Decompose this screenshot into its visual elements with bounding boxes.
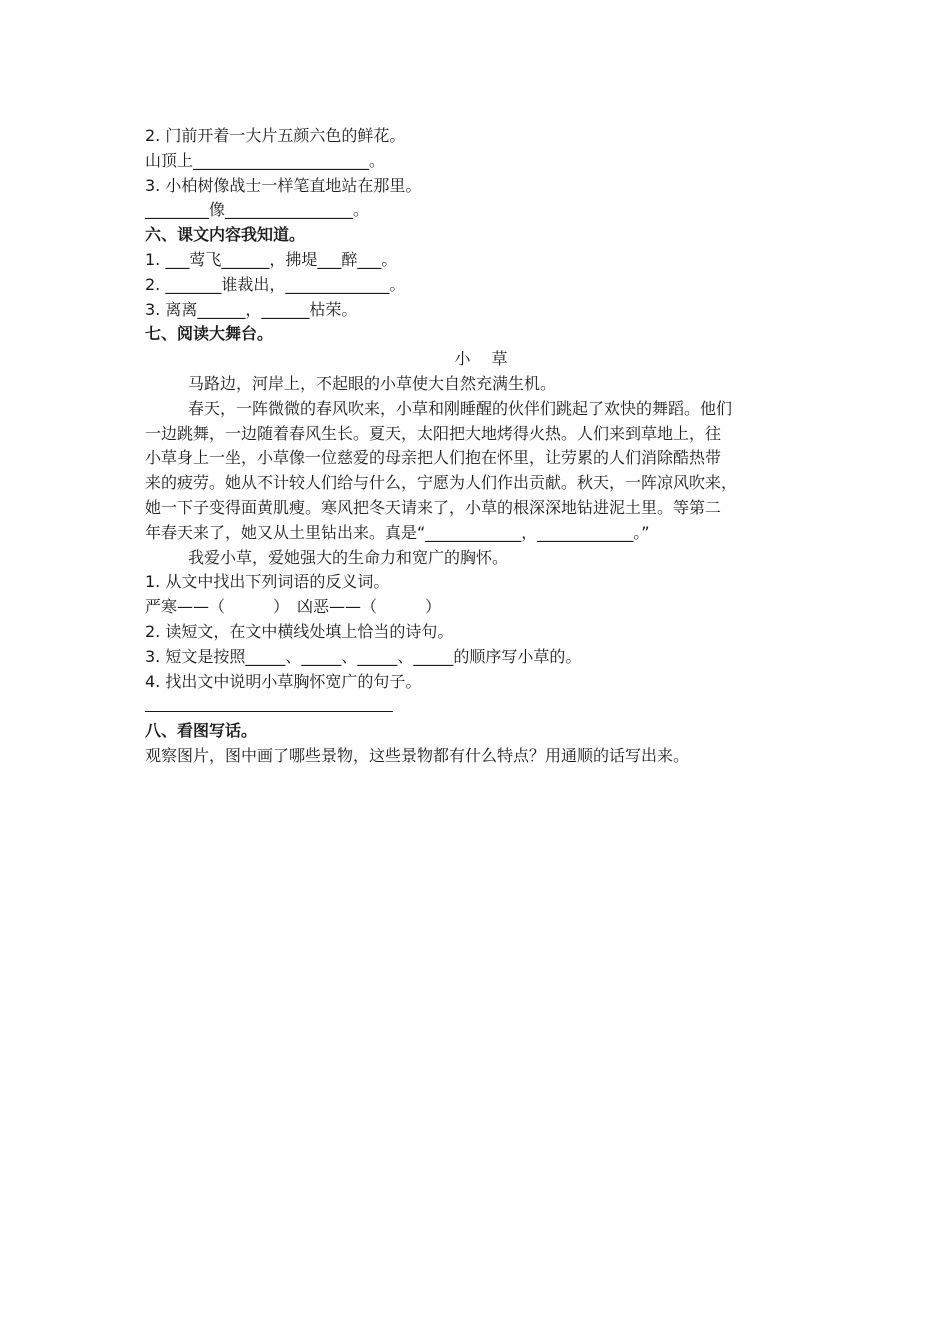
text-line: 2. 读短文，在文中横线处填上恰当的诗句。 (145, 621, 454, 641)
text-line: 1. ___莺飞______，拂堤___醉___。 (145, 249, 398, 269)
text-line: 山顶上______________________。 (145, 150, 386, 170)
worksheet-page (145, 124, 825, 769)
text-line: 3. 短文是按照_____、_____、_____、_____的顺序写小草的。 (145, 646, 582, 666)
section-heading: 七、阅读大舞台。 (145, 324, 274, 344)
text-line: 3. 小柏树像战士一样笔直地站在那里。 (145, 175, 422, 195)
answer-rule (145, 711, 393, 712)
passage-title: 小 草 (454, 349, 516, 369)
section-heading: 八、看图写话。 (145, 721, 258, 741)
text-line: 小草身上一坐，小草像一位慈爱的母亲把人们抱在怀里，让劳累的人们消除酷热带 (145, 448, 722, 468)
text-line: 观察图片，图中画了哪些景物，这些景物都有什么特点？用通顺的话写出来。 (145, 745, 690, 765)
text-line: 2. 门前开着一大片五颜六色的鲜花。 (145, 126, 406, 145)
text-line: 1. 从文中找出下列词语的反义词。 (145, 572, 390, 592)
text-line: ________像________________。 (145, 200, 370, 220)
paragraph-line: 我爱小草，爱她强大的生命力和宽广的胸怀。 (188, 547, 509, 567)
text-line: 来的疲劳。她从不计较人们给与什么，宁愿为人们作出贡献。秋天，一阵凉风吹来， (145, 473, 738, 493)
paragraph-line: 春天，一阵微微的春风吹来，小草和刚睡醒的伙伴们跳起了欢快的舞蹈。他们 (188, 398, 733, 418)
text-line: 3. 离离______，______枯荣。 (145, 299, 358, 319)
text-line: 2. _______谁裁出，_____________。 (145, 274, 406, 294)
text-line: 4. 找出文中说明小草胸怀宽广的句子。 (145, 671, 422, 691)
answer-line (145, 694, 825, 719)
section-heading: 六、课文内容我知道。 (145, 225, 306, 245)
text-line: 严寒——（ ） 凶恶——（ ） (145, 597, 442, 617)
text-line: 一边跳舞，一边随着春风生长。夏天，太阳把大地烤得火热。人们来到草地上，往 (145, 423, 722, 443)
paragraph-line: 马路边，河岸上，不起眼的小草使大自然充满生机。 (188, 373, 557, 393)
worksheet-content (145, 124, 825, 769)
text-line: 年春天来了，她又从土里钻出来。真是“____________，____________。” (145, 522, 650, 542)
text-line: 她一下子变得面黄肌瘦。寒风把冬天请来了，小草的根深深地钻进泥土里。等第二 (145, 497, 722, 517)
